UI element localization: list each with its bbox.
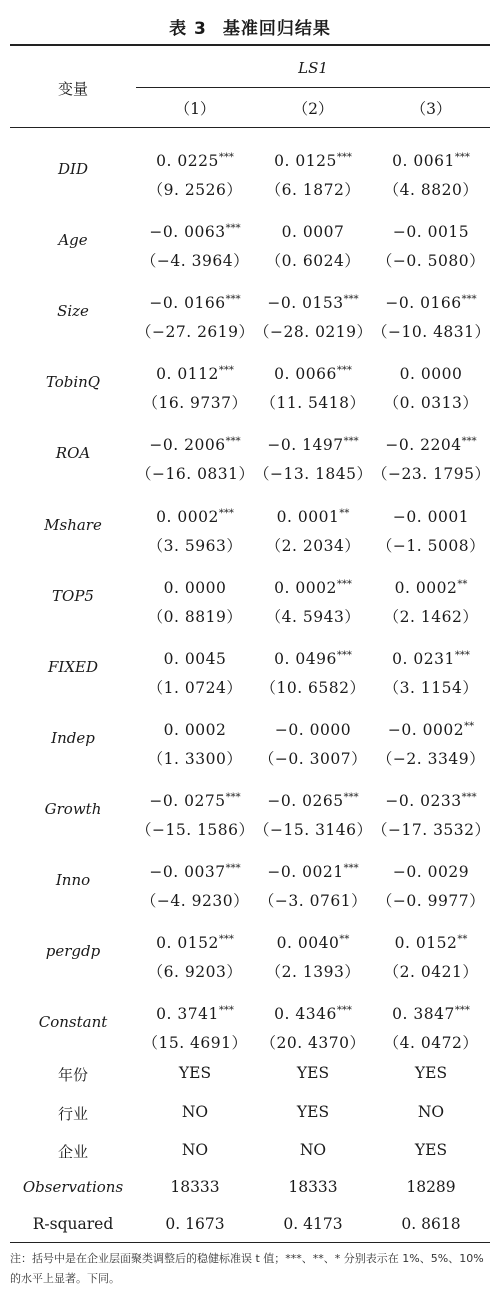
significance-stars: *** — [218, 508, 234, 519]
t-value-cell: （−16. 0831） — [136, 465, 255, 483]
t-value-cell: （10. 6582） — [260, 679, 366, 697]
significance-stars: *** — [336, 152, 352, 163]
significance-stars: *** — [336, 365, 352, 376]
fixed-effect-value: YES — [414, 1141, 448, 1159]
coefficient-cell — [254, 152, 372, 170]
t-value-cell: （−0. 5080） — [376, 252, 486, 270]
coefficient-value: −0. 0002 — [387, 721, 465, 739]
coefficient-cell — [372, 1005, 490, 1023]
table-caption: 基准回归结果 — [222, 19, 331, 39]
coefficient-value: −0. 0275 — [149, 792, 226, 810]
coefficient-value: 0. 0152 — [156, 934, 219, 952]
significance-stars: ** — [457, 934, 468, 945]
coefficient-cell — [372, 792, 490, 810]
t-value-cell: （−1. 5008） — [376, 537, 486, 555]
t-value-cell: （−28. 0219） — [254, 323, 373, 341]
coefficient-value: −0. 0166 — [385, 294, 462, 312]
table-note: 注：括号中是在企业层面聚类调整后的稳健标准误 t 值；***、**、* 分别表示在 1%、5%、10%的水平上显著。下同。 — [10, 1252, 484, 1285]
coefficient-value: 0. 4346 — [274, 1005, 337, 1023]
coefficient-value: −0. 0000 — [274, 721, 352, 739]
stat-value: 18333 — [288, 1178, 338, 1196]
bottom-rule — [10, 1242, 490, 1243]
coefficient-value: −0. 0265 — [267, 792, 344, 810]
dep-var-header: LS1 — [298, 59, 328, 77]
variable-name: pergdp — [45, 942, 101, 960]
t-value-cell: （15. 4691） — [142, 1034, 248, 1052]
coefficient-value: −0. 1497 — [267, 436, 344, 454]
t-value-cell: （4. 8820） — [383, 181, 479, 199]
variable-name: Mshare — [44, 516, 102, 534]
significance-stars: *** — [218, 934, 234, 945]
coefficient-cell — [254, 579, 372, 597]
coefficient-value: 0. 0007 — [281, 223, 345, 241]
t-value-cell: （−0. 3007） — [258, 750, 368, 768]
t-value-cell: （4. 5943） — [265, 608, 361, 626]
t-value-cell: （2. 0421） — [383, 963, 479, 981]
t-value-cell: （2. 2034） — [265, 537, 361, 555]
stat-value: 18289 — [406, 1178, 456, 1196]
coefficient-cell — [254, 792, 372, 810]
coefficient-value: −0. 0029 — [392, 863, 470, 881]
significance-stars: *** — [218, 365, 234, 376]
coefficient-cell — [254, 436, 372, 454]
significance-stars: *** — [225, 223, 241, 234]
stat-value: 0. 1673 — [165, 1215, 225, 1233]
coefficient-value: 0. 0112 — [156, 365, 219, 383]
t-value-cell: （−3. 0761） — [258, 892, 368, 910]
header-rule — [10, 127, 490, 128]
t-value-cell: （−15. 1586） — [136, 821, 255, 839]
coefficient-cell — [372, 436, 490, 454]
significance-stars: *** — [454, 152, 470, 163]
significance-stars: *** — [461, 294, 477, 305]
stat-value: 18333 — [170, 1178, 220, 1196]
t-value-cell: （−13. 1845） — [254, 465, 373, 483]
coefficient-value: 0. 0002 — [163, 721, 227, 739]
variable-name: Indep — [51, 729, 95, 747]
fixed-effect-label: 年份 — [57, 1066, 88, 1084]
variable-name: Age — [58, 231, 88, 249]
var-header: 变量 — [57, 80, 88, 98]
top-rule — [10, 44, 490, 46]
coefficient-cell — [136, 721, 254, 739]
col-header-3: （3） — [410, 100, 452, 118]
stat-value: 0. 4173 — [283, 1215, 343, 1233]
t-value-cell: （9. 2526） — [147, 181, 243, 199]
variable-name: Size — [57, 302, 89, 320]
significance-stars: *** — [343, 294, 359, 305]
t-value-cell: （−17. 3532） — [372, 821, 491, 839]
fixed-effect-value: YES — [296, 1064, 330, 1082]
coefficient-cell — [254, 863, 372, 881]
coefficient-value: −0. 0037 — [149, 863, 226, 881]
fixed-effect-value: NO — [417, 1103, 445, 1121]
coefficient-value: −0. 0166 — [149, 294, 226, 312]
t-value-cell: （2. 1393） — [265, 963, 361, 981]
significance-stars: ** — [464, 721, 475, 732]
coefficient-cell — [372, 365, 490, 383]
coefficient-value: 0. 0002 — [274, 579, 337, 597]
coefficient-cell — [136, 1005, 254, 1023]
variable-name: TobinQ — [45, 373, 101, 391]
coefficient-value: −0. 0153 — [267, 294, 344, 312]
t-value-cell: （20. 4370） — [260, 1034, 366, 1052]
coefficient-cell — [136, 650, 254, 668]
coefficient-value: 0. 0496 — [274, 650, 337, 668]
coefficient-value: 0. 0002 — [156, 508, 219, 526]
coefficient-value: −0. 0233 — [385, 792, 462, 810]
coefficient-cell — [372, 223, 490, 241]
coefficient-value: −0. 0001 — [392, 508, 470, 526]
significance-stars: *** — [343, 792, 359, 803]
variable-name: Inno — [55, 871, 91, 889]
coefficient-value: 0. 0000 — [163, 579, 227, 597]
significance-stars: *** — [225, 792, 241, 803]
significance-stars: *** — [461, 792, 477, 803]
coefficient-value: 0. 0061 — [392, 152, 455, 170]
coefficient-cell — [254, 934, 372, 952]
variable-name: DID — [58, 160, 88, 178]
coefficient-value: 0. 3741 — [156, 1005, 219, 1023]
t-value-cell: （3. 5963） — [147, 537, 243, 555]
variable-name: TOP5 — [52, 587, 94, 605]
variable-name: Constant — [38, 1013, 108, 1031]
coefficient-cell — [136, 436, 254, 454]
significance-stars: *** — [343, 436, 359, 447]
significance-stars: *** — [336, 650, 352, 661]
coefficient-value: −0. 2006 — [149, 436, 226, 454]
significance-stars: *** — [454, 650, 470, 661]
coefficient-cell — [254, 508, 372, 526]
coefficient-value: 0. 0002 — [394, 579, 458, 597]
stat-label: Observations — [22, 1178, 124, 1196]
fixed-effect-value: NO — [299, 1141, 327, 1159]
coefficient-cell — [136, 508, 254, 526]
t-value-cell: （−4. 3964） — [140, 252, 250, 270]
t-value-cell: （16. 9737） — [142, 394, 248, 412]
coefficient-cell — [372, 294, 490, 312]
coefficient-cell — [254, 365, 372, 383]
t-value-cell: （3. 1154） — [383, 679, 479, 697]
table-number: 表 3 — [169, 19, 207, 39]
coefficient-value: 0. 3847 — [392, 1005, 455, 1023]
variable-name: ROA — [55, 444, 91, 462]
coefficient-cell — [254, 650, 372, 668]
t-value-cell: （−27. 2619） — [136, 323, 255, 341]
significance-stars: *** — [225, 863, 241, 874]
col-header-1: （1） — [174, 100, 216, 118]
t-value-cell: （1. 0724） — [147, 679, 243, 697]
coefficient-value: −0. 2204 — [385, 436, 462, 454]
coefficient-value: −0. 0063 — [149, 223, 226, 241]
col-header-2: （2） — [292, 100, 334, 118]
coefficient-cell — [372, 650, 490, 668]
t-value-cell: （−10. 4831） — [372, 323, 491, 341]
fixed-effect-value: YES — [178, 1064, 212, 1082]
dep-var-rule — [136, 87, 490, 88]
stat-label: R-squared — [32, 1215, 114, 1233]
fixed-effect-value: YES — [296, 1103, 330, 1121]
significance-stars: *** — [336, 579, 352, 590]
t-value-cell: （1. 3300） — [147, 750, 243, 768]
coefficient-cell — [372, 934, 490, 952]
fixed-effect-label: 企业 — [57, 1143, 88, 1161]
t-value-cell: （−2. 3349） — [376, 750, 486, 768]
t-value-cell: （0. 8819） — [147, 608, 243, 626]
coefficient-value: 0. 0045 — [163, 650, 227, 668]
t-value-cell: （−23. 1795） — [372, 465, 491, 483]
t-value-cell: （0. 0313） — [383, 394, 479, 412]
coefficient-value: 0. 0152 — [394, 934, 458, 952]
fixed-effect-value: NO — [181, 1103, 209, 1121]
t-value-cell: （6. 1872） — [265, 181, 361, 199]
coefficient-cell — [254, 721, 372, 739]
significance-stars: *** — [454, 1005, 470, 1016]
coefficient-value: 0. 0000 — [399, 365, 463, 383]
coefficient-cell — [136, 579, 254, 597]
coefficient-cell — [136, 863, 254, 881]
significance-stars: *** — [218, 1005, 234, 1016]
coefficient-cell — [136, 934, 254, 952]
coefficient-cell — [372, 152, 490, 170]
t-value-cell: （−4. 9230） — [140, 892, 250, 910]
coefficient-cell — [254, 1005, 372, 1023]
coefficient-cell — [372, 863, 490, 881]
coefficient-value: 0. 0066 — [274, 365, 337, 383]
coefficient-value: 0. 0001 — [276, 508, 340, 526]
significance-stars: ** — [457, 579, 468, 590]
significance-stars: *** — [336, 1005, 352, 1016]
t-value-cell: （−15. 3146） — [254, 821, 373, 839]
coefficient-cell — [372, 579, 490, 597]
stat-value: 0. 8618 — [401, 1215, 461, 1233]
significance-stars: ** — [339, 508, 350, 519]
coefficient-value: 0. 0231 — [392, 650, 455, 668]
table-title — [0, 14, 500, 39]
significance-stars: *** — [225, 294, 241, 305]
coefficient-cell — [136, 223, 254, 241]
coefficient-cell — [254, 294, 372, 312]
fixed-effect-value: NO — [181, 1141, 209, 1159]
significance-stars: *** — [343, 863, 359, 874]
coefficient-value: 0. 0225 — [156, 152, 219, 170]
coefficient-cell — [254, 223, 372, 241]
significance-stars: *** — [218, 152, 234, 163]
coefficient-value: 0. 0125 — [274, 152, 337, 170]
variable-name: Growth — [44, 800, 102, 818]
variable-name: FIXED — [48, 658, 98, 676]
t-value-cell: （0. 6024） — [265, 252, 361, 270]
coefficient-cell — [136, 294, 254, 312]
coefficient-cell — [372, 721, 490, 739]
significance-stars: *** — [225, 436, 241, 447]
t-value-cell: （6. 9203） — [147, 963, 243, 981]
coefficient-cell — [372, 508, 490, 526]
significance-stars: *** — [461, 436, 477, 447]
t-value-cell: （4. 0472） — [383, 1034, 479, 1052]
fixed-effect-value: YES — [414, 1064, 448, 1082]
t-value-cell: （2. 1462） — [383, 608, 479, 626]
coefficient-value: −0. 0021 — [267, 863, 344, 881]
significance-stars: ** — [339, 934, 350, 945]
fixed-effect-label: 行业 — [57, 1105, 88, 1123]
coefficient-cell — [136, 365, 254, 383]
t-value-cell: （11. 5418） — [260, 394, 366, 412]
coefficient-value: 0. 0040 — [276, 934, 340, 952]
coefficient-cell — [136, 152, 254, 170]
t-value-cell: （−0. 9977） — [376, 892, 486, 910]
coefficient-cell — [136, 792, 254, 810]
coefficient-value: −0. 0015 — [392, 223, 470, 241]
